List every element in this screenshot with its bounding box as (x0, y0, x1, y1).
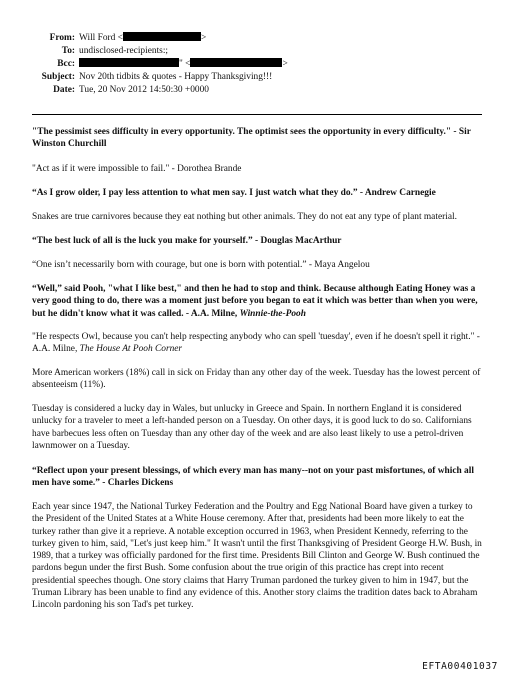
fact-snakes: Snakes are true carnivores because they eat nothing but other animals. They do not eat any type of plant material. (32, 212, 457, 222)
quote-angelou: “One isn’t necessarily born with courage, but one is born with potential.” - Maya Angelou (32, 260, 370, 270)
fact-tuesday: Tuesday is considered a lucky day in Wales, but unlucky in Greece and Spain. In northern England it is considered unlucky for a traveler to meet a left-handed person on a Tuesday. On other days, it is good luck to do so. Californians have barbecues less often on Tuesday than any other day of the week and are also least likely to use a petrol-driven lawnmower on a Tuesday. (32, 404, 472, 451)
quote-brande: "Act as if it were impossible to fail." - Dorothea Brande (32, 164, 242, 174)
document-id: EFTA00401037 (422, 661, 498, 672)
quote-dickens: “Reflect upon your present blessings, of which every man has many--not on your past misfortunes, of which all men have some.” - Charles Dickens (32, 466, 474, 489)
book-title: The House At Pooh Corner (79, 344, 183, 355)
to-label: To: (61, 46, 75, 56)
date-label: Date: (53, 85, 75, 95)
fact-turkey-pardon: Each year since 1947, the National Turkey Federation and the Poultry and Egg National Board have given a turkey to the President of the United States at a White House ceremony. After that, presidents had been more likely to eat the turkey rather than give it a reprieve. A notable exception occurred in 1963, when President Kennedy, referring to the turkey given to him, said, "Let's just keep him." It wasn't until the first Thanksgiving of President George H.W. Bush, in 1989, that a turkey was officially pardoned for the first time. Presidents Bill Clinton and George W. Bush continued the pardons begun under the first Bush. Some confusion about the true origin of this practice has crept into recent presidential speeches though. One story claims that Harry Truman pardoned the turkey given to him in 1947, but the Truman Library has been unable to find any evidence of this. Another story claims the tradition dates back to Abraham Lincoln pardoning his son Tad's pet turkey. (32, 502, 482, 611)
book-title: Winnie-the-Pooh (239, 308, 306, 319)
bcc-value: " < > (79, 58, 288, 70)
header-divider (32, 114, 482, 115)
redaction-bar (123, 32, 201, 41)
from-value: Will Ford < > (79, 33, 207, 43)
from-name: Will Ford < (79, 33, 123, 43)
quote-milne-owl: "He respects Owl, because you can't help respecting anybody who can spell 'tuesday', even if he doesn't spell it right." - A.A. Milne, The House At Pooh Corner (32, 332, 480, 355)
from-label: From: (49, 33, 75, 43)
quote-milne-pooh: “Well,” said Pooh, "what I like best," and then he had to stop and think. Because although Eating Honey was a very good thing to do, there was a moment just before you began to eat it which was better than when you were, but he didn't know what it was called. - A.A. Milne, Winnie-the-Pooh (32, 284, 478, 319)
date-value: Tue, 20 Nov 2012 14:50:30 +0000 (79, 85, 209, 95)
subject-value: Nov 20th tidbits & quotes - Happy Thanksgiving!!! (79, 72, 273, 82)
subject-label: Subject: (41, 72, 75, 82)
quote-macarthur: “The best luck of all is the luck you make for yourself.” - Douglas MacArthur (32, 236, 342, 246)
quote-carnegie: “As I grow older, I pay less attention to what men say. I just watch what they do.” - Andrew Carnegie (32, 188, 436, 198)
bcc-label: Bcc: (57, 59, 75, 69)
fact-absenteeism: More American workers (18%) call in sick on Friday than any other day of the week. Tuesday has the lowest percent of absenteeism (11%). (32, 368, 481, 391)
redaction-bar (190, 58, 282, 67)
redaction-bar (79, 58, 179, 67)
quote-churchill: "The pessimist sees difficulty in every opportunity. The optimist sees the opportunity in every difficulty." - Sir Winston Churchill (32, 127, 471, 150)
to-value: undisclosed-recipients:; (79, 46, 169, 56)
